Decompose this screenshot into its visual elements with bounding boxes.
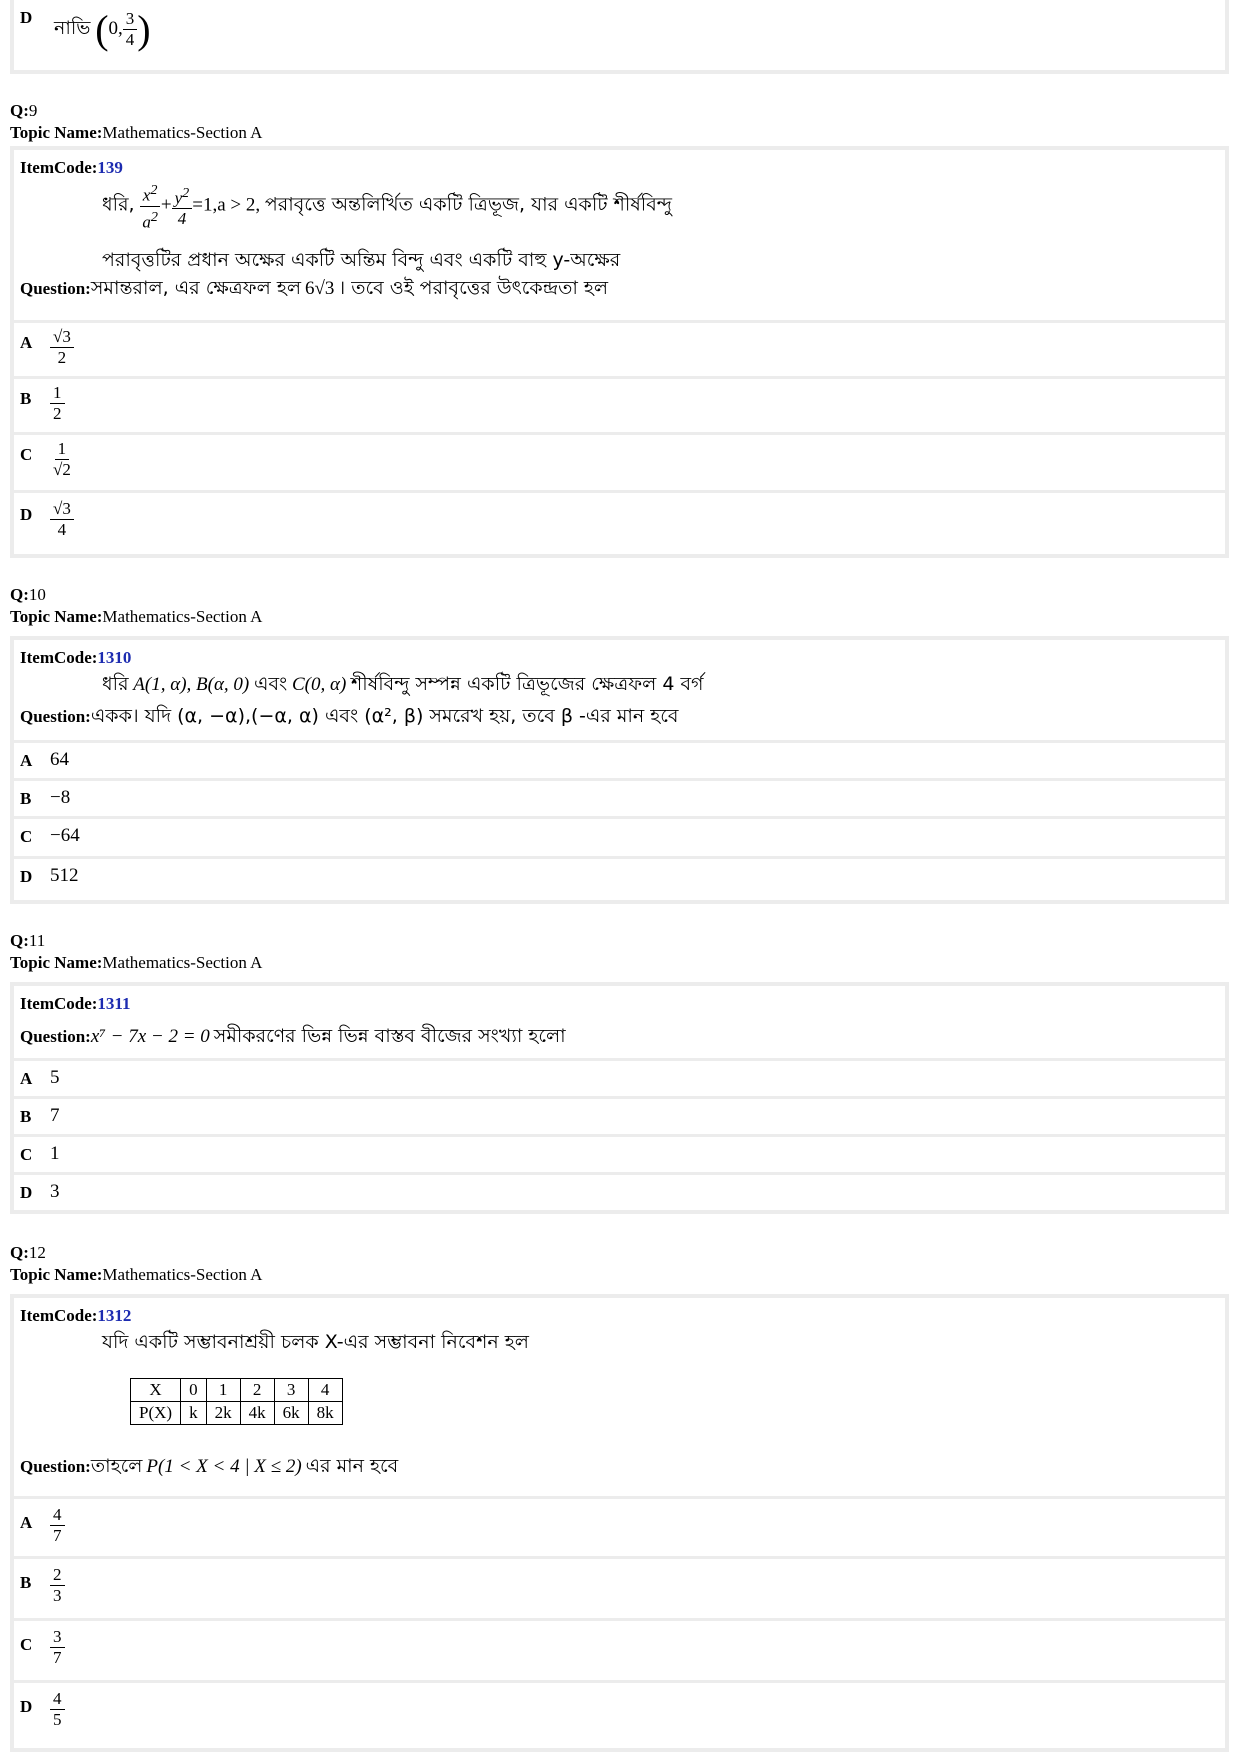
q12-option-c[interactable]: C $\frac{3}{7}$ — [14, 1618, 1225, 1683]
q12-header: Q:12 Topic Name:Mathematics-Section A — [10, 1243, 263, 1284]
q11-header: Q:11 Topic Name:Mathematics-Section A — [10, 931, 263, 972]
q9-option-b[interactable]: B $\frac{1}{2}$ — [14, 376, 1225, 435]
q11-option-b[interactable]: B 7 — [14, 1096, 1225, 1137]
prev-option-box — [10, 0, 1229, 74]
q11-option-c[interactable]: C 1 — [14, 1134, 1225, 1175]
q10-option-a[interactable]: A 64 — [14, 740, 1225, 781]
option-value: নাভি (0, $\frac{3}{4}$ ) — [54, 7, 151, 52]
q9-option-a[interactable]: A $\frac{√3}{2}$ — [14, 320, 1225, 379]
q12-option-a[interactable]: A $\frac{4}{7}$ — [14, 1496, 1225, 1559]
q9-box — [10, 146, 1229, 558]
q10-option-b[interactable]: B −8 — [14, 778, 1225, 819]
q11-question-row: ItemCode:1311 Question:x⁷ − 7x − 2 = 0 সমীকরণের ভিন্ন ভিন্ন বাস্তব বীজের সংখ্যা হলো — [20, 994, 566, 1047]
q9-option-d[interactable]: D $\frac{√3}{4}$ — [14, 490, 1225, 553]
q12-question-row: ItemCode:1312 যদি একটি সম্ভাবনাশ্রয়ী চলক X-এর সম্ভাবনা নিবেশন হল X 0 1 2 3 4 P(X) k 2k 4k 6k 8k Question:তাহলে P(1 < X < 4 | X ≤ 2) এর মান হবে — [20, 1306, 529, 1477]
q9-question-row: ItemCode:139 ধরি, $\frac{x^2}{a^2}$ + $\frac{y^2}{4}$ =1,a > 2, পরাবৃত্তে অন্তলির্খিত একটি ত্রিভূজ, যার একটি শীর্ষবিন্দু পরাবৃত্তটির প্রধান অক্ষের একটি অন্তিম বিন্দু এবং একটি বাহু y-অক্ষের Question:সমান্তরাল, এর ক্ষেত্রফল হল 6√3 । তবে ওই পরাবৃত্তের উৎকেন্দ্রতা হল — [20, 158, 673, 299]
q10-option-d[interactable]: D 512 — [14, 856, 1225, 899]
q10-question-row: ItemCode:1310 ধরি A(1, α), B(α, 0) এবং C(0, α) শীর্ষবিন্দু সম্পন্ন একটি ত্রিভূজের ক্ষেত্রফল 4 বর্গ Question:একক। যদি (α, −α),(−α, α) এবং (α², β) সমরেখ হয়, তবে β -এর মান হবে — [20, 648, 704, 727]
option-label: D — [20, 8, 33, 27]
q11-box — [10, 982, 1229, 1214]
q9-line2: পরাবৃত্তটির প্রধান অক্ষের একটি অন্তিম বিন্দু এবং একটি বাহু y-অক্ষের — [102, 249, 621, 271]
q12-box — [10, 1294, 1229, 1752]
q11-option-a[interactable]: A 5 — [14, 1058, 1225, 1099]
q9-option-c[interactable]: C $\frac{1}{√2}$ — [14, 432, 1225, 493]
q10-header: Q:10 Topic Name:Mathematics-Section A — [10, 585, 263, 626]
q12-option-b[interactable]: B $\frac{2}{3}$ — [14, 1556, 1225, 1621]
q11-option-d[interactable]: D 3 — [14, 1172, 1225, 1213]
q10-option-c[interactable]: C −64 — [14, 816, 1225, 859]
q12-line1: যদি একটি সম্ভাবনাশ্রয়ী চলক X-এর সম্ভাবনা নিবেশন হল — [102, 1331, 529, 1353]
q10-box — [10, 636, 1229, 904]
q9-header: Q:9 Topic Name:Mathematics-Section A — [10, 101, 263, 142]
q12-option-d[interactable]: D $\frac{4}{5}$ — [14, 1680, 1225, 1747]
probability-table: X 0 1 2 3 4 P(X) k 2k 4k 6k 8k — [130, 1378, 343, 1425]
